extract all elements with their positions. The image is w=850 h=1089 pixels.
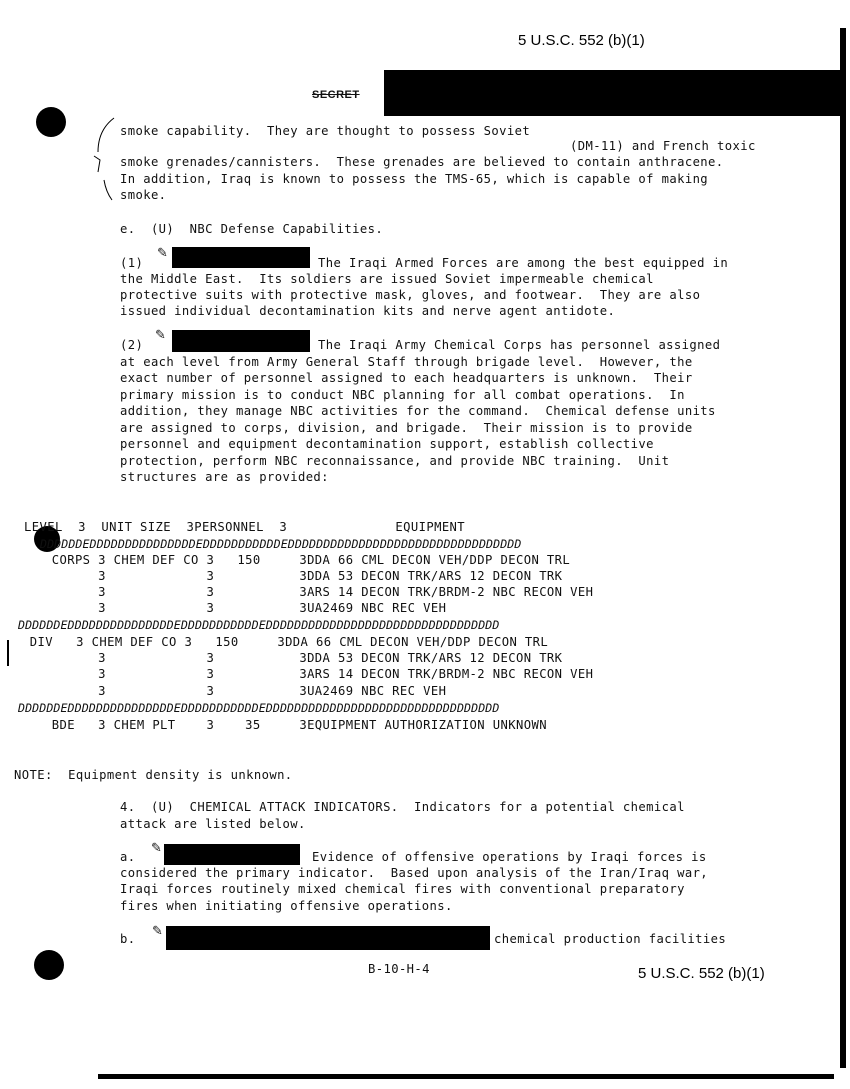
bottom-edge-bar (98, 1074, 834, 1079)
classification-marking: SECRET (312, 89, 360, 101)
para-a-line-4: fires when initiating offensive operations. (120, 899, 453, 913)
left-margin-mark (7, 640, 9, 666)
para2-line-6: are assigned to corps, division, and brigade. Their mission is to provide (120, 421, 693, 435)
para1-portion-mark: ✎ (157, 246, 168, 261)
para-a-portion-mark: ✎ (151, 841, 162, 856)
table-row: 3 3 3ARS 14 DECON TRK/BRDM-2 NBC RECON VEH (44, 667, 594, 681)
section4-line-1: 4. (U) CHEMICAL ATTACK INDICATORS. Indicators for a potential chemical (120, 800, 685, 814)
page-number: B-10-H-4 (368, 962, 430, 976)
redaction-para-a (164, 844, 300, 865)
redaction-para1 (172, 247, 310, 268)
punch-hole-top (36, 107, 66, 137)
para2-line-7: personnel and equipment decontamination support, establish collective (120, 437, 654, 451)
table-row: 3 3 3ARS 14 DECON TRK/BRDM-2 NBC RECON VEH (44, 585, 594, 599)
para2-line-4: primary mission is to conduct NBC planning for all combat operations. In (120, 388, 685, 402)
smoke-line-2: (DM-11) and French toxic (570, 139, 756, 153)
para-a-line-1: Evidence of offensive operations by Iraqi forces is (312, 850, 707, 864)
smoke-line-4: In addition, Iraq is known to possess the TMS-65, which is capable of making (120, 172, 709, 186)
equipment-note: NOTE: Equipment density is unknown. (14, 768, 293, 782)
redaction-header (384, 70, 840, 116)
right-edge-bar (840, 28, 846, 1068)
smoke-line-3: smoke grenades/cannisters. These grenades are believed to contain anthracene. (120, 155, 724, 169)
para1-line-3: protective suits with protective mask, gloves, and footwear. They are also (120, 288, 701, 302)
para2-number: (2) (120, 338, 144, 352)
para-a-label: a. (120, 850, 136, 864)
para1-line-2: the Middle East. Its soldiers are issued Soviet impermeable chemical (120, 272, 654, 286)
table-separator: DDDDDDEDDDDDDDDDDDDDDDEDDDDDDDDDDDEDDDDDDDDDDDDDDDDDDDDDDDDDDDDDDDDD (40, 537, 522, 551)
exemption-stamp-top: 5 U.S.C. 552 (b)(1) (518, 32, 645, 49)
punch-hole-bottom (34, 950, 64, 980)
table-header: LEVEL 3 UNIT SIZE 3PERSONNEL 3 EQUIPMENT (24, 520, 466, 534)
para-b-text: chemical production facilities (494, 932, 727, 946)
para2-line-9: structures are as provided: (120, 470, 329, 484)
para-b-portion-mark: ✎ (152, 924, 163, 939)
para2-line-5: addition, they manage NBC activities for the command. Chemical defense units (120, 404, 716, 418)
table-row: 3 3 3DDA 53 DECON TRK/ARS 12 DECON TRK (44, 569, 563, 583)
table-row: 3 3 3UA2469 NBC REC VEH (44, 684, 447, 698)
table-row: BDE 3 CHEM PLT 3 35 3EQUIPMENT AUTHORIZATION UNKNOWN (44, 718, 547, 732)
para2-line-3: exact number of personnel assigned to each headquarters is unknown. Their (120, 371, 693, 385)
bracket-mark (84, 112, 124, 212)
table-row: DIV 3 CHEM DEF CO 3 150 3DDA 66 CML DECON VEH/DDP DECON TRL (22, 635, 549, 649)
section-e-heading: e. (U) NBC Defense Capabilities. (120, 222, 384, 236)
para2-line-2: at each level from Army General Staff through brigade level. However, the (120, 355, 693, 369)
para1-line-4: issued individual decontamination kits and nerve agent antidote. (120, 304, 616, 318)
table-separator: DDDDDDEDDDDDDDDDDDDDDDEDDDDDDDDDDDEDDDDDDDDDDDDDDDDDDDDDDDDDDDDDDDDD (18, 618, 500, 632)
smoke-line-5: smoke. (120, 188, 167, 202)
para2-line-1: The Iraqi Army Chemical Corps has personnel assigned (318, 338, 721, 352)
table-separator: DDDDDDEDDDDDDDDDDDDDDDEDDDDDDDDDDDEDDDDDDDDDDDDDDDDDDDDDDDDDDDDDDDDD (18, 701, 500, 715)
para2-portion-mark: ✎ (155, 328, 166, 343)
para-a-line-3: Iraqi forces routinely mixed chemical fires with conventional preparatory (120, 882, 685, 896)
para1-line-1: The Iraqi Armed Forces are among the best equipped in (318, 256, 729, 270)
redaction-para2 (172, 330, 310, 352)
para-a-line-2: considered the primary indicator. Based upon analysis of the Iran/Iraq war, (120, 866, 709, 880)
exemption-stamp-bottom: 5 U.S.C. 552 (b)(1) (638, 965, 765, 982)
para-b-label: b. (120, 932, 136, 946)
table-row: 3 3 3DDA 53 DECON TRK/ARS 12 DECON TRK (44, 651, 563, 665)
table-row: 3 3 3UA2469 NBC REC VEH (44, 601, 447, 615)
para2-line-8: protection, perform NBC reconnaissance, and provide NBC training. Unit (120, 454, 670, 468)
redaction-para-b (166, 926, 490, 950)
para1-number: (1) (120, 256, 144, 270)
smoke-line-1: smoke capability. They are thought to possess Soviet (120, 124, 531, 138)
table-row: CORPS 3 CHEM DEF CO 3 150 3DDA 66 CML DECON VEH/DDP DECON TRL (44, 553, 571, 567)
section4-line-2: attack are listed below. (120, 817, 306, 831)
